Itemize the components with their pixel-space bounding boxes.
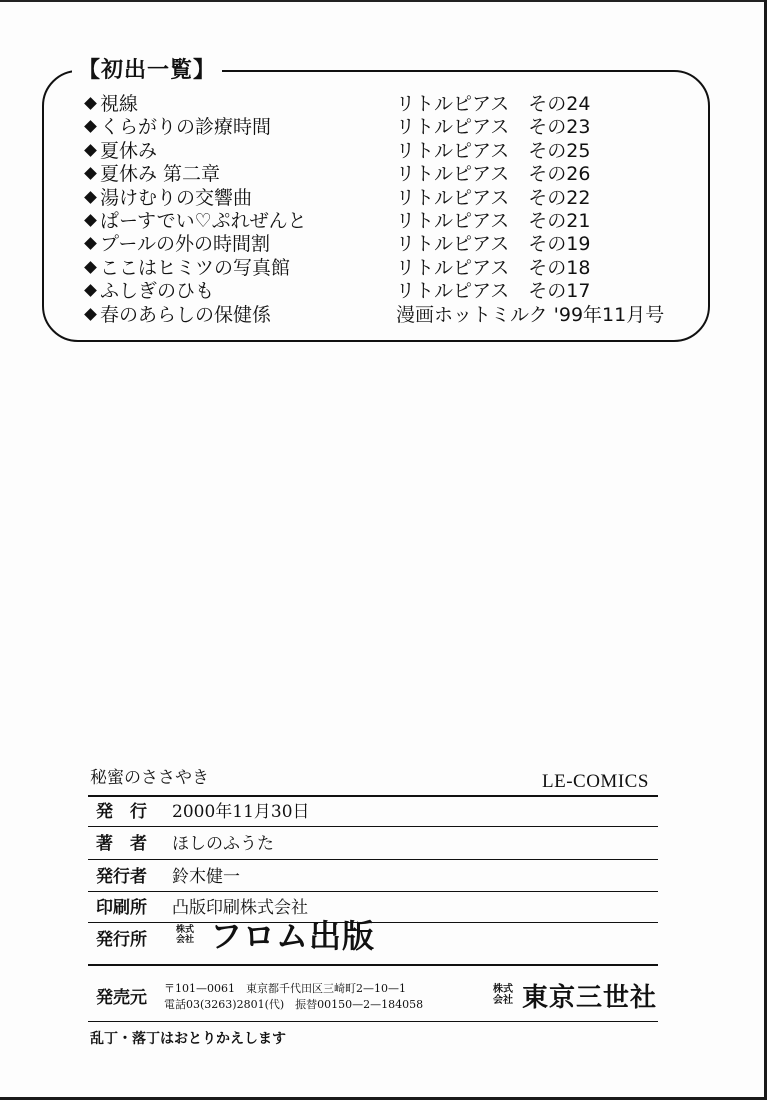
issue-date-row bbox=[96, 800, 310, 824]
publisher-row bbox=[96, 928, 150, 952]
divider bbox=[88, 964, 658, 966]
story-source: リトルピアス その26 bbox=[396, 163, 591, 186]
story-title: 視線 bbox=[100, 93, 139, 115]
first-appearance-list bbox=[86, 93, 706, 327]
story-source: リトルピアス その24 bbox=[396, 93, 591, 115]
divider bbox=[88, 795, 658, 797]
diamond-bullet-icon bbox=[84, 121, 97, 134]
issuer-key: 発行者 bbox=[96, 867, 147, 887]
list-item bbox=[86, 93, 706, 116]
diamond-bullet-icon bbox=[84, 191, 97, 204]
story-title: ぱーすでい♡ぷれぜんと bbox=[100, 209, 307, 232]
diamond-bullet-icon bbox=[84, 97, 97, 110]
seller-kabu-top: 株式 bbox=[493, 984, 513, 995]
divider bbox=[88, 859, 658, 860]
diamond-bullet-icon bbox=[84, 284, 97, 297]
diamond-bullet-icon bbox=[84, 144, 97, 157]
seller-key: 発売元 bbox=[96, 988, 147, 1008]
issuer-row bbox=[96, 865, 240, 889]
author-key: 著 者 bbox=[96, 834, 147, 854]
printer-row bbox=[96, 896, 308, 920]
printer-key: 印刷所 bbox=[96, 898, 147, 918]
divider bbox=[88, 891, 658, 892]
story-title: プールの外の時間割 bbox=[100, 233, 271, 256]
printer-value: 凸版印刷株式会社 bbox=[172, 898, 308, 918]
publisher-key: 発行所 bbox=[96, 930, 147, 950]
replacement-notice: 乱丁・落丁はおとりかえします bbox=[90, 1031, 286, 1047]
publisher-kabu-top: 株式 bbox=[175, 925, 194, 935]
list-item bbox=[86, 116, 706, 139]
first-appearance-heading: 【初出一覧】 bbox=[72, 56, 222, 86]
story-source: リトルピアス その22 bbox=[396, 186, 591, 209]
divider bbox=[88, 1021, 658, 1022]
issue-date-value: 2000年11月30日 bbox=[172, 802, 310, 822]
list-item bbox=[86, 233, 706, 256]
story-title: ここはヒミツの写真館 bbox=[100, 256, 291, 279]
list-item bbox=[86, 210, 706, 233]
issue-date-key: 発 行 bbox=[96, 802, 147, 822]
publisher-name: フロム出版 bbox=[210, 917, 376, 955]
list-item bbox=[86, 140, 706, 163]
story-title: くらがりの診療時間 bbox=[100, 116, 272, 139]
list-item bbox=[86, 304, 706, 327]
label-name: LE-COMICS bbox=[542, 771, 649, 792]
divider bbox=[88, 826, 658, 827]
list-item bbox=[86, 163, 706, 186]
diamond-bullet-icon bbox=[84, 214, 97, 227]
seller-address-line2: 電話03(3263)2801(代) 振替00150—2—184058 bbox=[164, 998, 424, 1011]
story-source: リトルピアス その19 bbox=[396, 233, 591, 256]
story-title: 夏休み 第二章 bbox=[100, 163, 221, 186]
diamond-bullet-icon bbox=[84, 261, 97, 274]
seller-address bbox=[164, 981, 423, 1013]
seller-name: 東京三世社 bbox=[522, 983, 658, 1013]
story-source: リトルピアス その21 bbox=[396, 209, 591, 232]
issuer-value: 鈴木健一 bbox=[172, 867, 240, 887]
story-source: リトルピアス その17 bbox=[396, 280, 591, 303]
story-source: 漫画ホットミルク '99年11月号 bbox=[396, 303, 665, 326]
story-source: リトルピアス その25 bbox=[396, 139, 591, 162]
story-title: ふしぎのひも bbox=[100, 280, 215, 303]
diamond-bullet-icon bbox=[84, 308, 97, 321]
story-source: リトルピアス その23 bbox=[396, 116, 591, 139]
author-row bbox=[96, 832, 274, 856]
story-source: リトルピアス その18 bbox=[396, 256, 591, 279]
author-value: ほしのふうた bbox=[172, 834, 274, 854]
list-item bbox=[86, 257, 706, 280]
book-title: 秘蜜のささやき bbox=[90, 768, 209, 788]
diamond-bullet-icon bbox=[84, 237, 97, 250]
page-edge-top bbox=[0, 0, 767, 2]
story-title: 春のあらしの保健係 bbox=[100, 303, 272, 326]
list-item bbox=[86, 187, 706, 210]
publisher-kabu-bottom: 会社 bbox=[175, 935, 194, 945]
list-item bbox=[86, 280, 706, 303]
seller-kabu-bottom: 会社 bbox=[493, 995, 513, 1006]
story-title: 湯けむりの交響曲 bbox=[100, 186, 253, 209]
diamond-bullet-icon bbox=[84, 167, 97, 180]
story-title: 夏休み bbox=[100, 139, 158, 162]
seller-address-line1: 〒101—0061 東京都千代田区三崎町2—10—1 bbox=[164, 982, 406, 995]
